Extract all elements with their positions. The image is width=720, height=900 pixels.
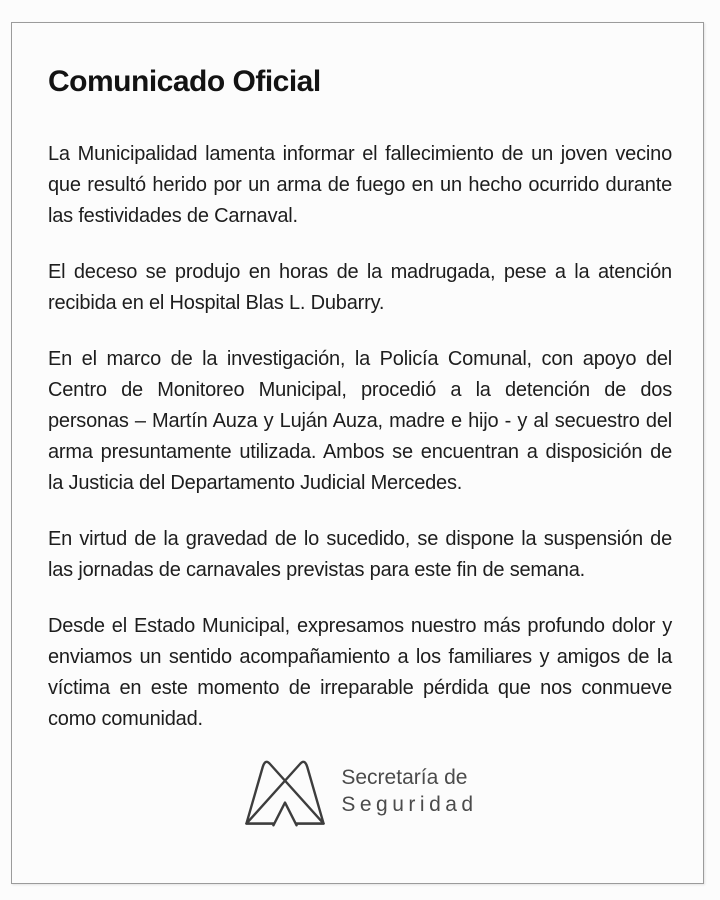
org-name bbox=[341, 764, 477, 818]
org-name-line1: Secretaría de bbox=[341, 766, 468, 789]
paragraph-2: El deceso se produjo en horas de la madrugada, pese a la atención recibida en el Hospital Blas L. Dubarry. bbox=[48, 261, 672, 314]
footer-logo bbox=[48, 755, 672, 827]
org-name-line2: Seguridad bbox=[341, 793, 478, 816]
paragraph-4: En virtud de la gravedad de lo sucedido, se dispone la suspensión de las jornadas de carnavales previstas para este fin de semana. bbox=[48, 528, 672, 581]
document-title: Comunicado Oficial bbox=[48, 65, 321, 98]
document-content bbox=[12, 23, 703, 827]
security-m-logo-icon bbox=[242, 755, 328, 827]
paragraph-3: En el marco de la investigación, la Policía Comunal, con apoyo del Centro de Monitoreo Municipal, procedió a la detención de dos personas – Martín Auza y Luján Auza, madre e hijo - y al secuestro del arma presuntamente utilizada. Ambos se encuentran a disposición de la Justicia del Departamento Judicial Mercedes. bbox=[48, 348, 672, 494]
paragraph-5: Desde el Estado Municipal, expresamos nuestro más profundo dolor y enviamos un sentido acompañamiento a los familiares y amigos de la víctima en este momento de irreparable pérdida que nos conmueve como comunidad. bbox=[48, 615, 672, 730]
paragraph-1: La Municipalidad lamenta informar el fallecimiento de un joven vecino que resultó herido por un arma de fuego en un hecho ocurrido durante las festividades de Carnaval. bbox=[48, 143, 672, 227]
page-frame bbox=[11, 22, 704, 884]
